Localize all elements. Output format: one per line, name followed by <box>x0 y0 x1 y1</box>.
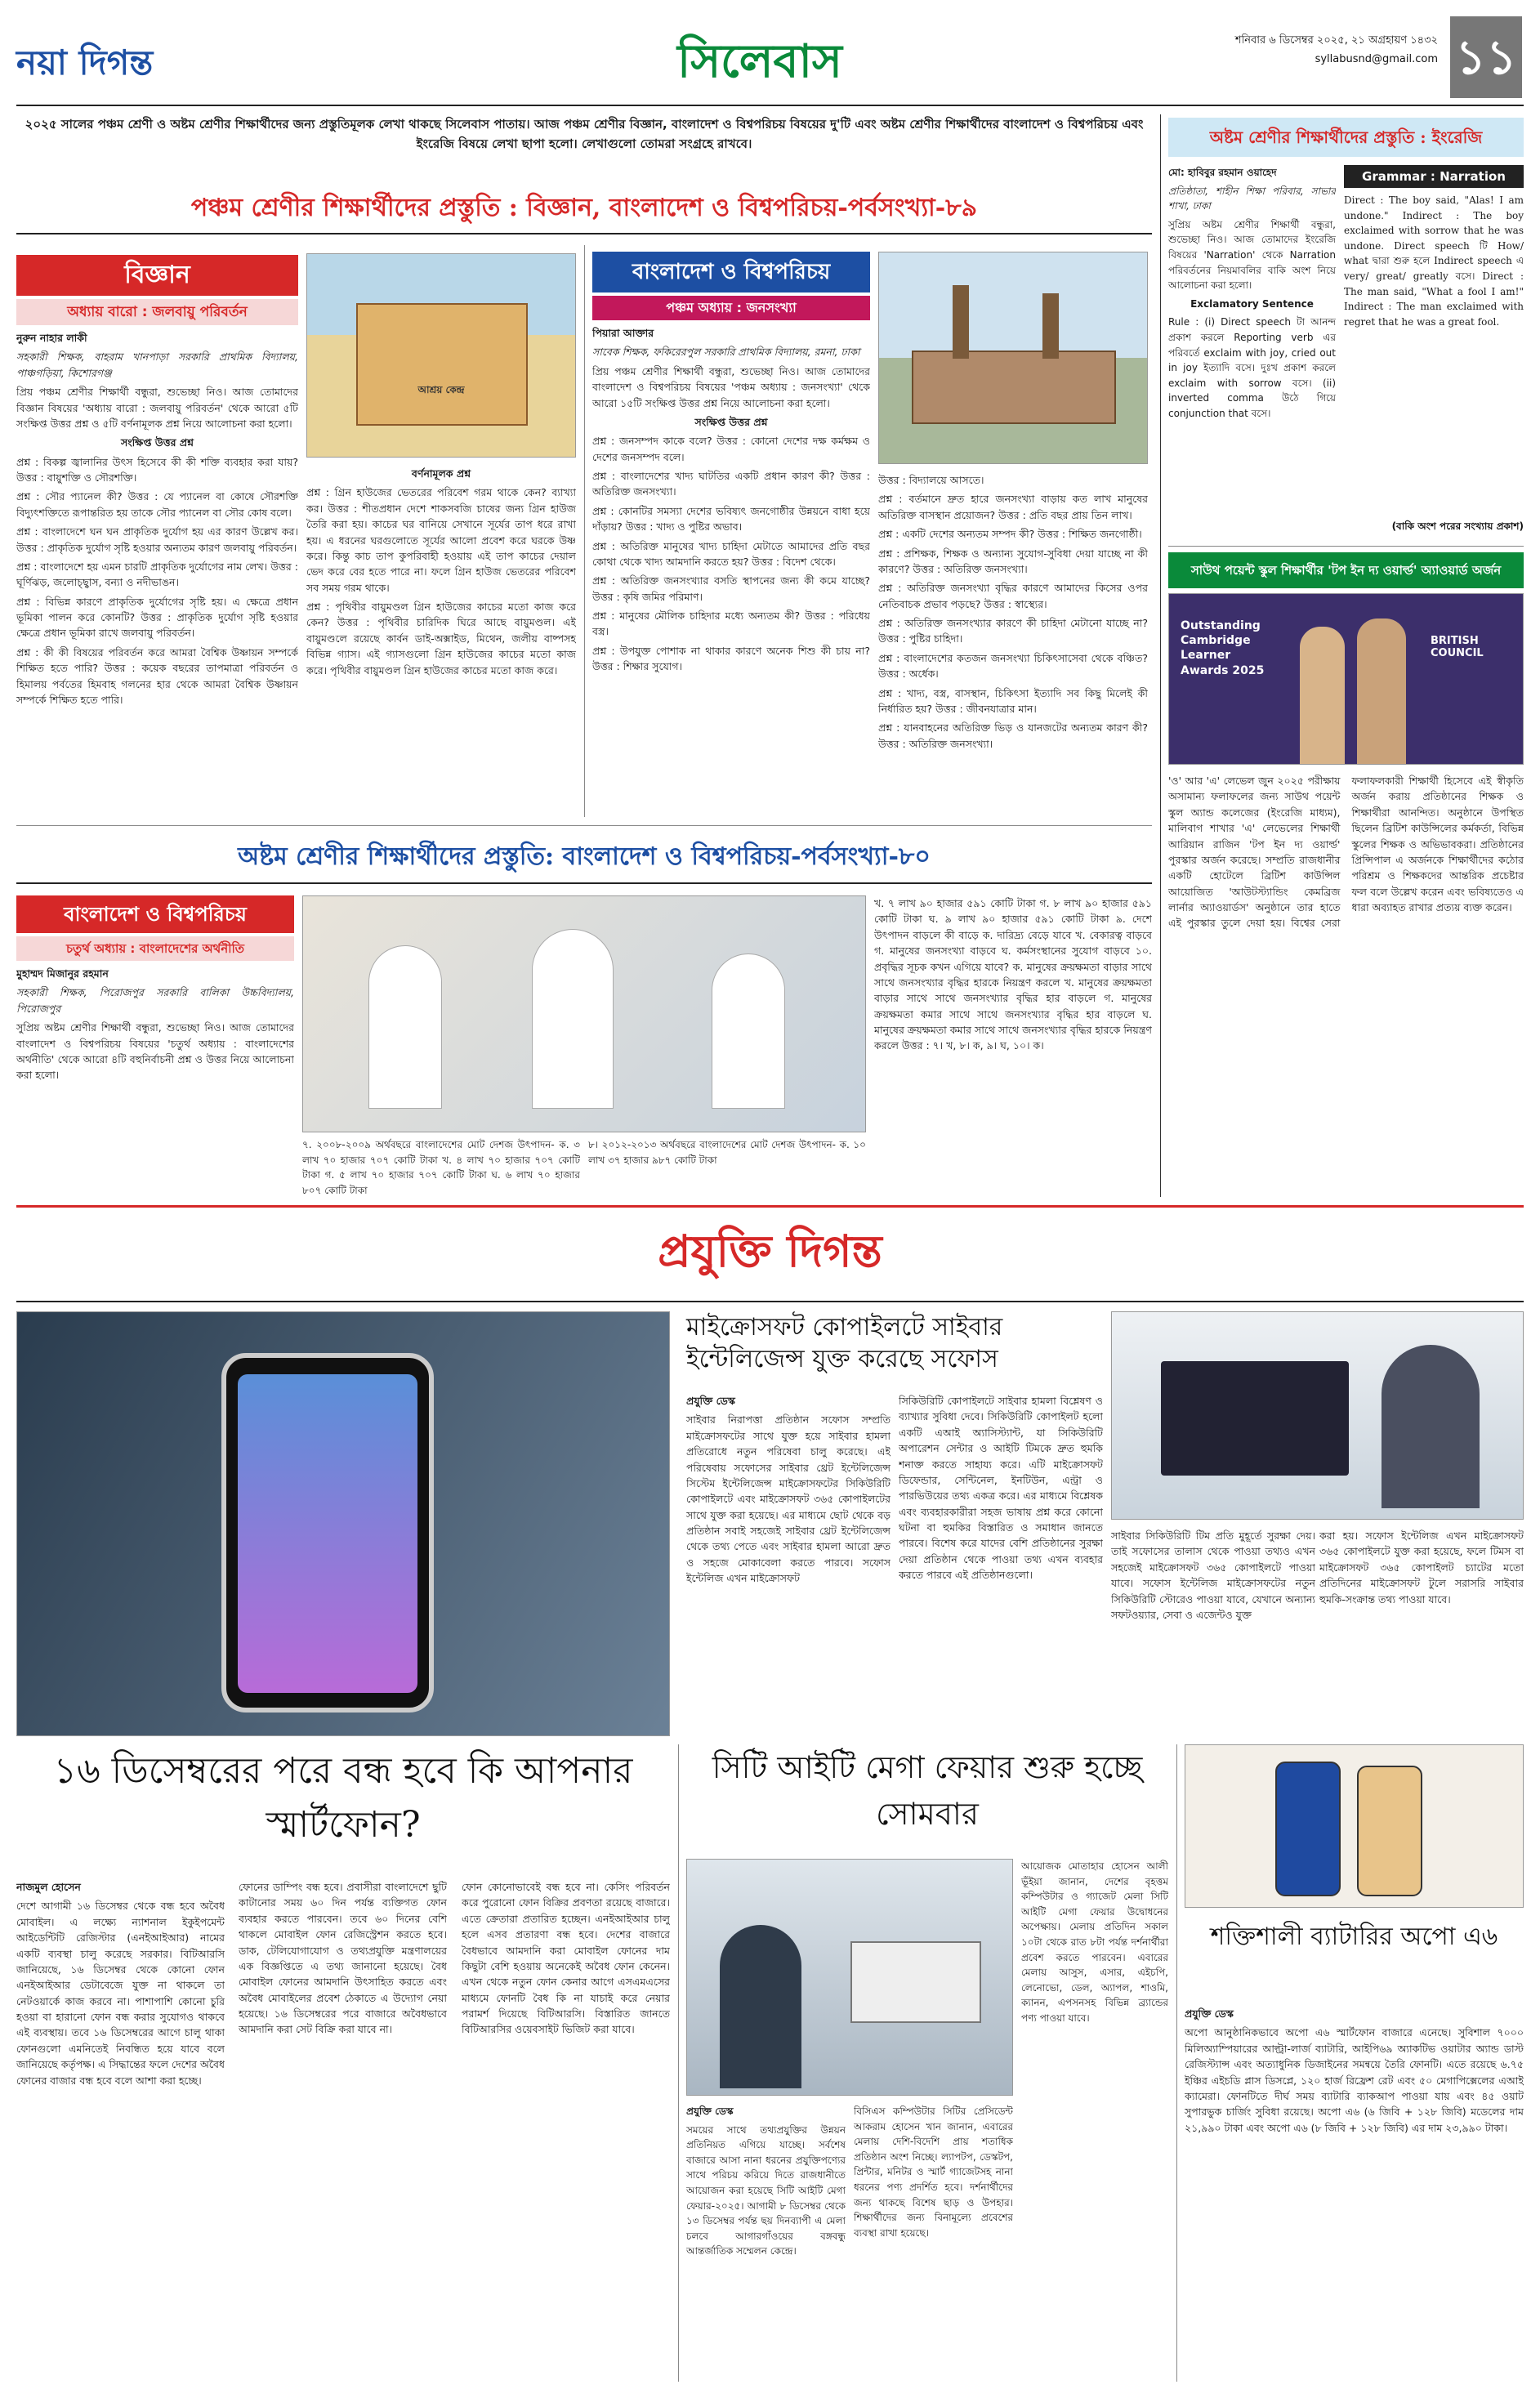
section-title <box>637 26 882 92</box>
date-line: শনিবার ৬ ডিসেম্বর ২০২৫, ২১ অগ্রহায়ণ ১৪৩২ syllabusnd@gmail.com <box>1160 33 1438 65</box>
oppo-body: অপো আনুষ্ঠানিকভাবে অপো এ৬ স্মার্টফোন বাজারে এনেছে। সুবিশাল ৭০০০ মিলিঅ্যাম্পিয়ারের আল্ট্রা-লার্জ ব্যাটারি, আইপি৬৯ অ্যাকটিভ ওয়াটার অ্যান্ড ডাস্ট রেজিস্ট্যান্স এবং অত্যাধুনিক ডিজাইনের সমন্বয়ে তৈরি ফোনটি। এতে রয়েছে ৬.৭৫ ইঞ্চির এইচডি প্লাস ডিসপ্লে, ১২০ হার্জ রিফ্রেশ রেট এবং ৫০ মেগাপিক্সেলের এআই ক্যামেরা। ফোনটিতে দীর্ঘ সময় ব্যাটারি ব্যাকআপ পাওয়া যায় এবং ৪৫ ওয়াট সুপারভুক চার্জিং সুবিধা রয়েছে। অপো এ৬ (৬ জিবি + ১২৮ জিবি) মডেলের দাম ২১,৯৯০ টাকা এবং অপো এ৬ (৮ জিবি + ১২৮ জিবি) এর দাম ২৩,৯৯০ টাকা। <box>1185 2026 1524 2134</box>
science-desc-2: প্রশ্ন : পৃথিবীর বায়ুমণ্ডল গ্রিন হাউজের কাচের মতো কাজ করে কেন? উত্তর : পৃথিবীর চারিদিক ঘিরে আছে বায়ুমণ্ডল। এই বায়ুমণ্ডলে রয়েছে কার্বন ডাই-অক্সাইড, মিথেন, জলীয় বাষ্পসহ বিভিন্ন গ্যাস। এই গ্যাসগুলো গ্রিন হাউজের কাচের মতো কাজ করে। পৃথিবীর বায়ুমণ্ডল গ্রিন হাউজের কাচের মতো কাজ করে। <box>306 601 576 677</box>
copilot-body4: করা হয়। সফোস ইন্টেলিজ এখন মাইক্রোসফট ৩৬৫ কোপাইলটে যুক্ত করা হয়েছে, ফলে টিমস বা মাইক্রোসফট ৩৬৫ কোপাইলট চ্যাটের মতো প্রতিদিনের মাইক্রোসফট টুলে সরাসরি সাইবার হুমকি-সংক্রান্ত তথ্য পাওয়া যাবে। <box>1319 1529 1524 1605</box>
page-number: ১১ <box>1450 16 1522 98</box>
english-continue: (বাকি অংশ পরের সংখ্যায় প্রকাশ) <box>1391 520 1524 532</box>
science-sub2: বর্ণনামূলক প্রশ্ন <box>411 467 471 480</box>
intro-text: ২০২৫ সালের পঞ্চম শ্রেণী ও অষ্টম শ্রেণীর শিক্ষার্থীদের জন্য প্রস্তুতিমূলক লেখা থাকছে সিলেবাস পাতায়। আজ পঞ্চম শ্রেণীর বিজ্ঞান, বাংলাদেশ ও বিশ্বপরিচয় বিষয়ের দু'টি এবং অষ্টম শ্রেণীর শিক্ষার্থীদের বাংলাদেশ ও বিশ্বপরিচয় এবং ইংরেজি বিষয়ে লেখা ছাপা হলো। লেখাগুলো তোমরা সংগ্রহে রাখবে। <box>25 117 1144 151</box>
english-author: মো: হাবিবুর রহমান ওয়াহেদ <box>1168 167 1277 178</box>
class8-bd-section <box>16 892 1152 1199</box>
class8-bd-q8: ৮। ২০১২-২০১৩ অর্থবছরে বাংলাদেশের মোট দেশজ উৎপাদন- ক. ১০ লাখ ৩৭ হাজার ৯৮৭ কোটি টাকা <box>588 1139 866 1166</box>
fair-headline: সিটি আইটি মেগা ফেয়ার শুরু হচ্ছে সোমবার <box>712 1749 1143 1832</box>
oppo-desk: প্রযুক্তি ডেস্ক <box>1185 2007 1234 2020</box>
grammar-head: Grammar : Narration <box>1344 165 1524 188</box>
english-sub: Exclamatory Sentence <box>1190 297 1314 310</box>
science-qa-3: প্রশ্ন : বাংলাদেশে ঘন ঘন প্রাকৃতিক দুর্যোগ হয় এর কারণ উল্লেখ কর। উত্তর : প্রাকৃতিক দুর্যোগ সৃষ্টি হওয়ার অন্যতম কারণ জলবায়ু পরিবর্তন। <box>16 525 298 554</box>
class8-bd-right-col: খ. ৭ লাখ ৯০ হাজার ৫৯১ কোটি টাকা গ. ৮ লাখ ৯০ হাজার ৫৯১ কোটি টাকা ঘ. ৯ লাখ ৯০ হাজার ৫৯১ কোটি টাকা ৯. দেশে উৎপাদন বাড়লে কী বাড়ে ক. দারিদ্র্য বেড়ে যাবে খ. বেকারত্ব বাড়বে গ. মানুষের জনসংখ্যা বাড়বে ঘ. কর্মসংস্থানের সুযোগ বাড়বে ১০. প্রবৃদ্ধির সূচক কখন এগিয়ে যাবে? ক. মানুষের ক্রয়ক্ষমতা বাড়ার সাথে সাথে জনসংখ্যার বৃদ্ধির হারকে নিয়ন্ত্রণ করলে খ. মানুষের ক্রয়ক্ষমতা বাড়ার সাথে সাথে জনসংখ্যার বৃদ্ধির হার বাড়লে গ. মানুষের ক্রয়ক্ষমতা কমার সাথে সাথে জনসংখ্যার বৃদ্ধির হার বাড়লে ঘ. মানুষের ক্রয়ক্ষমতা কমার সাথে সাথে জনসংখ্যার বৃদ্ধির হারকে নিয়ন্ত্রণ করলে উত্তর : ৭। খ, ৮। ক, ৯। ঘ, ১০। ক। <box>874 897 1152 1052</box>
fair-desk: প্রযুক্তি ডেস্ক <box>686 2106 734 2117</box>
science-section <box>16 245 580 817</box>
smartphone-headline: ১৬ ডিসেম্বরের পরে বন্ধ হবে কি আপনার স্মার্টফোন? <box>53 1750 633 1846</box>
bd-chapter: পঞ্চম অধ্যায় : জনসংখ্যা <box>592 296 870 320</box>
english-author-desc: প্রতিষ্ঠাতা, শাহীন শিক্ষা পরিবার, সাভার শাখা, ঢাকা <box>1168 185 1336 212</box>
english-rules: Rule : (i) Direct speech টা আনন্দ প্রকাশ করলে Reporting verb এর পরিবর্তে exclaim with joy, cried out in joy ইত্যাদি বসে। দুঃখ প্রকাশ করলে exclaim with sorrow বসে। (ii) inverted comma উঠে গিয়ে conjunction that বসে। <box>1168 316 1336 419</box>
english-body: সুপ্রিয় অষ্টম শ্রেণীর শিক্ষার্থী বন্ধুরা, শুভেচ্ছা নিও। আজ তোমাদের ইংরেজি বিষয়ের 'Narration' থেকে Narration পরিবর্তনের নিয়মাবলির বাকি অংশ নিয়ে আলোচনা করা হলো। <box>1168 218 1336 292</box>
copilot-headline: মাইক্রোসফট কোপাইলটে সাইবার ইন্টেলিজেন্স যুক্ত করেছে সফোস <box>686 1313 1003 1373</box>
masthead-rule <box>16 105 1524 106</box>
class8-bd-author: মুহাম্মদ মিজানুর রহমান <box>16 967 109 980</box>
paper-logo[interactable] <box>16 36 261 85</box>
copilot-desk: প্রযুক্তি ডেস্ক <box>686 1395 735 1407</box>
bd-sub1: সংক্ষিপ্ত উত্তর প্রশ্ন <box>694 415 768 428</box>
bd-qa-l2: প্রশ্ন : বাংলাদেশের খাদ্য ঘাটতির একটি প্রধান কারণ কী? উত্তর : অতিরিক্ত জনসংখ্যা। <box>592 470 870 498</box>
science-chapter: অধ্যায় বারো : জলবায়ু পরিবর্তন <box>16 299 298 325</box>
bd-section <box>592 245 1152 817</box>
copilot-body2: সিকিউরিটি কোপাইলটে সাইবার হামলা বিশ্লেষণ ও ব্যাখ্যার সুবিধা দেবে। সিকিউরিটি কোপাইলট হলো একটি এআই অ্যাসিস্ট্যান্ট, যা সিকিউরিটি অপারেশন সেন্টার ও আইটি টিমকে দ্রুত হুমকি শনাক্ত করতে সাহায্য করে। এটি মাইক্রোসফট ডিফেন্ডার, সেন্টিনেল, ইনটিউন, এন্ট্রা ও পারভিউয়ের তথ্য একত্র করে। এর মাধ্যমে বিশ্লেষক এবং ব্যবহারকারীরা সহজ ভাষায় প্রশ্ন করে কোনো ঘটনা বা হুমকির বিস্তারিত ও সমাধান জানতে পারবে। বিশেষ করে যাদের বেশি প্রতিষ্ঠানের সুরক্ষা দেয়া প্রতিষ্ঠান থেকে পাওয়া তথ্য এখন ব্যবহার করতে পারবে এই প্রতিষ্ঠানগুলো। <box>899 1395 1103 1582</box>
class5-banner: পঞ্চম শ্রেণীর শিক্ষার্থীদের প্রস্তুতি : বিজ্ঞান, বাংলাদেশ ও বিশ্বপরিচয়-পর্বসংখ্যা-৮৯ <box>190 194 978 222</box>
science-qa-4: প্রশ্ন : বাংলাদেশে হয় এমন চারটি প্রাকৃতিক দুর্যোগের নাম লেখ। উত্তর : ঘূর্ণিঝড়, জলোচ্ছ্বাস, বন্যা ও নদীভাঙন। <box>16 560 298 589</box>
bd-qa-l4: প্রশ্ন : অতিরিক্ত মানুষের খাদ্য চাহিদা মেটাতে আমাদের প্রতি বছর কোথা থেকে খাদ্য আমদানি করতে হয়? উত্তর : বিদেশ থেকে। <box>592 539 870 568</box>
shelter-caption: আশ্রয় কেন্দ্র <box>417 384 465 395</box>
paper-name: নয়া দিগন্ত <box>16 42 154 83</box>
award-banner: সাউথ পয়েন্ট স্কুল শিক্ষার্থীর 'টপ ইন দ্য ওয়ার্ল্ড' অ্যাওয়ার্ড অর্জন <box>1168 552 1524 588</box>
fair-col2: বিসিএস কম্পিউটার সিটির প্রেসিডেন্ট আকরাম হোসেন খান জানান, এবারের মেলায় দেশি-বিদেশি প্রায় শতাধিক প্রতিষ্ঠান অংশ নিচ্ছে। ল্যাপটপ, ডেস্কটপ, প্রিন্টার, মনিটর ও স্মার্ট গ্যাজেটসহ নানা ধরনের পণ্য প্রদর্শিত হবে। দর্শনার্থীদের জন্য থাকছে বিশেষ ছাড় ও উপহার। শিক্ষার্থীদের জন্য বিনামূল্যে প্রবেশের ব্যবস্থা রাখা হয়েছে। <box>854 2106 1013 2239</box>
fair-article <box>686 1744 1168 2382</box>
class8-bd-q7: ৭. ২০০৮-২০০৯ অর্থবছরে বাংলাদেশের মোট দেশজ উৎপাদন- ক. ৩ লাখ ৭০ হাজার ৭০৭ কোটি টাকা খ. ৪ লাখ ৭০ হাজার ৭০৭ কোটি টাকা গ. ৫ লাখ ৭০ হাজার ৭০৭ কোটি টাকা ঘ. ৬ লাখ ৭০ হাজার ৮০৭ কোটি টাকা <box>302 1139 580 1196</box>
bd-qa-r6: প্রশ্ন : অতিরিক্ত জনসংখ্যার কারণে কী চাহিদা মেটানো যাচ্ছে না? উত্তর : পুষ্টির চাহিদা। <box>878 617 1148 645</box>
bd-qa-r8: প্রশ্ন : খাদ্য, বস্ত্র, বাসস্থান, চিকিৎসা ইত্যাদি সব কিছু মিলেই কী নির্ধারিত হয়? উত্তর : জীবনযাত্রার মান। <box>878 686 1148 715</box>
smartphone-image <box>16 1311 670 1736</box>
award-photo: Outstanding Cambridge Learner Awards 2025 BRITISH COUNCIL <box>1168 593 1524 765</box>
bd-qa-l6: প্রশ্ন : মানুষের মৌলিক চাহিদার মধ্যে অন্যতম কী? উত্তর : পরিধেয় বস্ত্র। <box>592 610 870 638</box>
bd-qa-l5: প্রশ্ন : অতিরিক্ত জনসংখ্যার বসতি স্থাপনের জন্য কী কমে যাচ্ছে? উত্তর : কৃষি জমির পরিমাণ। <box>592 574 870 603</box>
oppo-headline: শক্তিশালী ব্যাটারির অপো এ৬ <box>1210 1922 1498 1951</box>
class8-bd-author-desc: সহকারী শিক্ষক, পিরোজপুর সরকারি বালিকা উচ্চবিদ্যালয়, পিরোজপুর <box>16 986 294 1015</box>
fair-image <box>686 1859 1013 2096</box>
oppo-article <box>1185 1744 1524 2382</box>
copilot-body3: সাইবার সিকিউরিটি টিম প্রতি মুহূর্তে সুরক্ষা দেয়। তাই সফোসের তালাস থেকে পাওয়া তথ্যও এখন সহজেই মাইক্রোসফট ৩৬৫ কোপাইলটে পাওয়া যাবে। সফোস ইন্টেলিজ মাইক্রোসফটের নতুন সিকিউরিটি স্টোরেও পাওয়া যাবে, যেখানে অন্যান্য সফটওয়্যার, সেবা ও এজেন্টও যুক্ত <box>1111 1529 1315 1621</box>
bd-subject: বাংলাদেশ ও বিশ্বপরিচয় <box>592 252 870 292</box>
smartphone-article <box>16 1744 670 2382</box>
class8-bd-chapter: চতুর্থ অধ্যায় : বাংলাদেশের অর্থনীতি <box>16 936 294 961</box>
class8-bd-banner: অষ্টম শ্রেণীর শিক্ষার্থীদের প্রস্তুতি: বাংলাদেশ ও বিশ্বপরিচয়-পর্বসংখ্যা-৮০ <box>238 842 931 871</box>
copilot-image <box>1111 1311 1524 1520</box>
email[interactable]: syllabusnd@gmail.com <box>1315 53 1438 65</box>
masthead <box>16 15 1524 105</box>
english-banner: অষ্টম শ্রেণীর শিক্ষার্থীদের প্রস্তুতি : ইংরেজি <box>1168 118 1524 157</box>
copilot-article <box>686 1311 1524 1736</box>
science-qa-2: প্রশ্ন : সৌর প্যানেল কী? উত্তর : যে প্যানেল বা কোষে সৌরশক্তি বিদ্যুৎশক্তিতে রূপান্তরিত হয় তাকে সৌর প্যানেল বা সৌর কোষ বলে। <box>16 490 298 519</box>
bd-qa-r1: উত্তর : বিদ্যালয়ে আসতে। <box>878 474 984 486</box>
bd-qa-r9: প্রশ্ন : যানবাহনের অতিরিক্ত ভিড় ও যানজটের অন্যতম কারণ কী? উত্তর : অতিরিক্ত জনসংখ্যা। <box>878 721 1148 750</box>
smartphone-col2: ফোনের ডাম্পিং বন্ধ হবে। প্রবাসীরা বাংলাদেশে ছুটি কাটানোর সময় ৬০ দিন পর্যন্ত ব্যক্তিগত ফোন ব্যবহার করতে পারবেন। তবে ৬০ দিনের বেশি থাকলে মোবাইল ফোন রেজিস্ট্রেশন করতে হবে। ডাক, টেলিযোগাযোগ ও তথ্যপ্রযুক্তি মন্ত্রণালয়ের এক বিজ্ঞপ্তিতে এ তথ্য জানানো হয়েছে। বৈধ মোবাইল ফোনের আমদানি উৎসাহিত করতে এবং অবৈধ মোবাইলের প্রবেশ ঠেকাতে এ উদ্যোগ নেয়া হয়েছে। ১৬ ডিসেম্বরের পরে বাজারে অবৈধভাবে আমদানি করা সেট বিক্রি করা যাবে না। <box>239 1881 447 2036</box>
science-sub1: সংক্ষিপ্ত উত্তর প্রশ্ন <box>120 436 194 449</box>
award-section <box>1168 552 1524 1198</box>
science-subject: বিজ্ঞান <box>16 255 298 296</box>
class8-english <box>1168 114 1524 539</box>
bd-qa-r7: প্রশ্ন : বাংলাদেশের কতজন জনসংখ্যা চিকিৎসাসেবা থেকে বঞ্চিত? উত্তর : অর্ধেক। <box>878 651 1148 681</box>
tech-section-title: প্রযুক্তি দিগন্ত <box>658 1225 882 1277</box>
bd-author: পিয়ারা আক্তার <box>592 327 654 339</box>
science-body: প্রিয় পঞ্চম শ্রেণীর শিক্ষার্থী বন্ধুরা, শুভেচ্ছা নিও। আজ তোমাদের বিজ্ঞান বিষয়ের 'অধ্যায় বারো : জলবায়ু পরিবর্তন' থেকে আরো ৫টি সংক্ষিপ্ত উত্তর প্রশ্ন ও ৫টি বর্ণনামূলক প্রশ্ন নিয়ে আলোচনা করা হলো। <box>16 386 298 430</box>
smartphone-col1: দেশে আগামী ১৬ ডিসেম্বর থেকে বন্ধ হবে অবৈধ মোবাইল। এ লক্ষ্যে ন্যাশনাল ইকুইপমেন্ট আইডেন্টিটি রেজিস্টার (এনইআইআর) নামের একটি ব্যবস্থা চালু করেছে সরকার। বিটিআরসি জানিয়েছে, ১৬ ডিসেম্বর থেকে কোনো ফোন এনইআইআর ডেটাবেজে যুক্ত না থাকলে তা নেটওয়ার্কে কাজ করবে না। পাশাপাশি কোনো চুরি হওয়া বা হারানো ফোন বন্ধ করার সুযোগও থাকবে এই ব্যবস্থায়। তবে ১৬ ডিসেম্বরের আগে চালু থাকা ফোনগুলো এমনিতেই নিবন্ধিত হয়ে যাবে বলে জানিয়েছে কর্তৃপক্ষ। এ সিদ্ধান্তের ফলে দেশের অবৈধ ফোনের বাজার বন্ধ হবে বলে আশা করা হচ্ছে। <box>16 1900 225 2087</box>
fair-col1: সময়ের সাথে তথ্যপ্রযুক্তির উন্নয়ন প্রতিনিয়ত এগিয়ে যাচ্ছে। সর্বশেষ বাজারে আসা নানা ধরনের প্রযুক্তিপণ্যের সাথে পরিচয় করিয়ে দিতে রাজধানীতে আয়োজন করা হয়েছে সিটি আইটি মেগা ফেয়ার-২০২৫। আগামী ৮ ডিসেম্বর থেকে ১৩ ডিসেম্বর পর্যন্ত ছয় দিনব্যাপী এ মেলা চলবে আগারগাঁওয়ের বঙ্গবন্ধু আন্তর্জাতিক সম্মেলন কেন্দ্রে। <box>686 2123 846 2257</box>
bd-author-desc: সাবেক শিক্ষক, ফকিরেরপুল সরকারি প্রাথমিক বিদ্যালয়, রমনা, ঢাকা <box>592 346 860 359</box>
class8-bd-body: সুপ্রিয় অষ্টম শ্রেণীর শিক্ষার্থী বন্ধুরা, শুভেচ্ছা নিও। আজ তোমাদের বাংলাদেশ ও বিশ্বপরিচয় বিষয়ের 'চতুর্থ অধ্যায় : বাংলাদেশের অর্থনীতি' থেকে আরো ৪টি বহুনির্বাচনী প্রশ্ন ও উত্তর নিয়ে আলোচনা করা হলো। <box>16 1021 294 1082</box>
science-author-desc: সহকারী শিক্ষক, বাহরাম খানপাড়া সরকারি প্রাথমিক বিদ্যালয়, পাঞ্চগড়িয়া, কিশোরগঞ্জ <box>16 351 298 379</box>
science-author: নুরুন নাহার লাকী <box>16 332 87 344</box>
bd-qa-r2: প্রশ্ন : বর্তমানে দ্রুত হারে জনসংখ্যা বাড়ায় কত লাখ মানুষের অতিরিক্ত বাসস্থান প্রয়োজন? উত্তর : প্রতি বছর প্রায় তিন লাখ। <box>878 493 1148 521</box>
science-qa-1: প্রশ্ন : বিকল্প জ্বালানির উৎস হিসেবে কী কী শক্তি ব্যবহার করা যায়? উত্তর : বায়ুশক্তি ও সৌরশক্তি। <box>16 455 298 484</box>
class8-bd-subject: বাংলাদেশ ও বিশ্বপরিচয় <box>16 895 294 933</box>
bd-qa-l3: প্রশ্ন : কোনটির সমস্যা দেশের ভবিষ্যৎ জনগোষ্ঠীর উন্নয়নে বাধা হয়ে দাঁড়ায়? উত্তর : খাদ্য ও পুষ্টির অভাব। <box>592 504 870 534</box>
bd-qa-l7: প্রশ্ন : উপযুক্ত পোশাক না থাকার কারণে অনেক শিশু কী চায় না? উত্তর : শিক্ষার সুযোগ। <box>592 644 870 673</box>
science-desc-1: প্রশ্ন : গ্রিন হাউজের ভেতরের পরিবেশ গরম থাকে কেন? ব্যাখ্যা কর। উত্তর : শীতপ্রধান দেশে শাকসবজি চাষের জন্য গ্রিন হাউজ তৈরি করা হয়। কাচের ঘর বানিয়ে সেখানে সূর্যের তাপ ধরে রাখা হয়। এ ধরনের ঘরগুলোতে সূর্যের আলো প্রবেশ করে ঘরকে উষ্ণ করে। কিন্তু কাচ তাপ কুপরিবাহী হওয়ায় এই তাপ কাচের দেয়াল ভেদ করে বের হতে পারে না। ফলে গ্রিন হাউজ ভেতরের পরিবেশ সব সময় গরম থাকে। <box>306 486 576 594</box>
english-grammar: Direct : The boy said, "Alas! I am undone." Indirect : The boy exclaimed with sorrow that he was undone. Direct speech টি How/ what দ্বারা শুরু হলে Indirect speech এ very/ great/ greatly বসে। Direct : The man said, "What a fool I am!" Indirect : The man exclaimed with regret that he was a great fool. <box>1344 194 1524 328</box>
award-body: 'ও' আর 'এ' লেভেল জুন ২০২৫ পরীক্ষায় অসামান্য ফলাফলের জন্য সাউথ পয়েন্ট স্কুল অ্যান্ড কলেজের (ইংরেজি মাধ্যম), মালিবাগ শাখার 'এ' লেভেলের শিক্ষার্থী আরিয়ান রাজিন 'টপ ইন দ্য ওয়ার্ল্ড' পুরস্কার অর্জন করেছে। সম্প্রতি রাজধানীর একটি হোটেলে ব্রিটিশ কাউন্সিল আয়োজিত 'আউটস্ট্যান্ডিং কেমব্রিজ লার্নার অ্যাওয়ার্ডস' অনুষ্ঠানে তার হাতে এই পুরস্কার তুলে দেয়া হয়। বিশ্বের সেরা ফলাফলকারী শিক্ষার্থী হিসেবে এই স্বীকৃতি অর্জন করায় প্রতিষ্ঠানের শিক্ষক ও শিক্ষার্থীরা আনন্দিত। অনুষ্ঠানে উপস্থিত ছিলেন ব্রিটিশ কাউন্সিলের কর্মকর্তা, বিভিন্ন স্কুলের শিক্ষক ও অভিভাবকরা। প্রতিষ্ঠানের প্রিন্সিপাল এ অর্জনকে শিক্ষার্থীদের কঠোর পরিশ্রম ও শিক্ষকদের আন্তরিক প্রচেষ্টার ফল বলে উল্লেখ করেন এবং ভবিষ্যতেও এ ধারা অব্যাহত রাখার প্রত্যয় ব্যক্ত করেন। <box>1168 775 1524 930</box>
copilot-body1: সাইবার নিরাপত্তা প্রতিষ্ঠান সফোস সম্প্রতি মাইক্রোসফটের সাথে যুক্ত হয়ে সাইবার হামলা প্রতিরোধে নতুন পরিষেবা চালু করেছে। এই পরিষেবায় সফোসের সাইবার থ্রেট ইন্টেলিজেন্স সিস্টেম ইন্টেলিজেন্স মাইক্রোসফটের সিকিউরিটি কোপাইলটে এবং মাইক্রোসফট ৩৬৫ কোপাইলটের সাথে যুক্ত করা হয়েছে। এর মাধ্যমে ছোট থেকে বড় প্রতিষ্ঠান সবাই সহজেই সাইবার থ্রেট ইন্টেলিজেন্স থেকে তথ্য পেতে এবং সাইবার হামলা আরো দ্রুত ও সহজে মোকাবেলা করতে পারবে। সফোস ইন্টেলিজ এখন মাইক্রোসফট <box>686 1413 891 1585</box>
section-name: সিলেবাস <box>677 34 842 88</box>
smartphone-col3: ফোন কোনোভাবেই বন্ধ হবে না। কেসিং পরিবর্তন করে পুরোনো ফোন বিক্রির প্রবণতা রয়েছে বাজারে। এতে ক্রেতারা প্রতারিত হচ্ছেন। এনইআইআর চালু হলে এসব প্রতারণা বন্ধ হবে। দেশের বাজারে বৈধভাবে আমদানি করা মোবাইল ফোনের দাম কিছুটা বেশি হওয়ায় অনেকেই অবৈধ ফোন কেনেন। এখন থেকে নতুন ফোন কেনার আগে এসএমএসের মাধ্যমে ফোনটি বৈধ কি না যাচাই করে নেয়ার পরামর্শ দিয়েছে বিটিআরসি। বিস্তারিত জানতে বিটিআরসির ওয়েবসাইট ভিজিট করা যাবে। <box>462 1881 670 2036</box>
bd-body: প্রিয় পঞ্চম শ্রেণীর শিক্ষার্থী বন্ধুরা, শুভেচ্ছা নিও। আজ তোমাদের বাংলাদেশ ও বিশ্বপরিচয় বিষয়ের 'পঞ্চম অধ্যায় : জনসংখ্যা' থেকে আরো ১৫টি সংক্ষিপ্ত উত্তর প্রশ্ন নিয়ে আলোচনা করা হলো। <box>592 364 870 409</box>
bd-qa-r4: প্রশ্ন : প্রশিক্ষক, শিক্ষক ও অন্যান্য সুযোগ-সুবিধা দেয়া যাচ্ছে না কী কারণে? উত্তর : অতিরিক্ত জনসংখ্যা। <box>878 547 1148 575</box>
science-qa-6: প্রশ্ন : কী কী বিষয়ের পরিবর্তন করে আমরা বৈশ্বিক উষ্ণায়ন সম্পর্কে শিক্ষিত হতে পারি? উত্তর : কয়েক বছরের তাপমাত্রা পরিবর্তন ও হিমালয় পর্বতের হিমবাহ গলনের হার থেকে আমরা বৈশ্বিক উষ্ণায়ন সম্পর্কে শিক্ষিত হতে পারি। <box>16 645 298 706</box>
bd-qa-r5: প্রশ্ন : অতিরিক্ত জনসংখ্যা বৃদ্ধির কারণে আমাদের কিসের ওপর নেতিবাচক প্রভাব পড়ছে? উত্তর : স্বাস্থ্যের। <box>878 582 1148 610</box>
shelter-image <box>306 253 576 458</box>
fair-col3: আয়োজক মোতাহার হোসেন আলী ভূঁইয়া জানান, দেশের বৃহত্তম কম্পিউটার ও গ্যাজেট মেলা সিটি আইটি মেগা ফেয়ার উদ্বোধনের অপেক্ষায়। মেলায় প্রতিদিন সকাল ১০টা থেকে রাত ৮টা পর্যন্ত দর্শনার্থীরা প্রবেশ করতে পারবেন। এবারের মেলায় আসুস, এসার, এইচপি, লেনোভো, ডেল, অ্যাপল, শাওমি, ক্যানন, এপসনসহ বিভিন্ন ব্র্যান্ডের পণ্য পাওয়া যাবে। <box>1021 1860 1168 2024</box>
factory-image <box>878 252 1148 464</box>
students-exam-image <box>302 895 866 1132</box>
bd-qa-r3: প্রশ্ন : একটি দেশের অন্যতম সম্পদ কী? উত্তর : শিক্ষিত জনগোষ্ঠী। <box>878 528 1142 541</box>
oppo-image <box>1185 1744 1524 1908</box>
science-qa-5: প্রশ্ন : বিভিন্ন কারণে প্রাকৃতিক দুর্যোগের সৃষ্টি হয়। এ ক্ষেত্রে প্রধান ভূমিকা পালন করে কোনটি? উত্তর : প্রাকৃতিক দুর্যোগ সৃষ্টি হওয়ার ক্ষেত্রে প্রধান ভূমিকা রাখে জলবায়ু পরিবর্তন। <box>16 595 298 640</box>
bd-qa-l1: প্রশ্ন : জনসম্পদ কাকে বলে? উত্তর : কোনো দেশের দক্ষ কর্মক্ষম ও দেশের জনসম্পদ বলে। <box>592 435 870 463</box>
smartphone-author: নাজমুল হোসেন <box>16 1881 81 1893</box>
